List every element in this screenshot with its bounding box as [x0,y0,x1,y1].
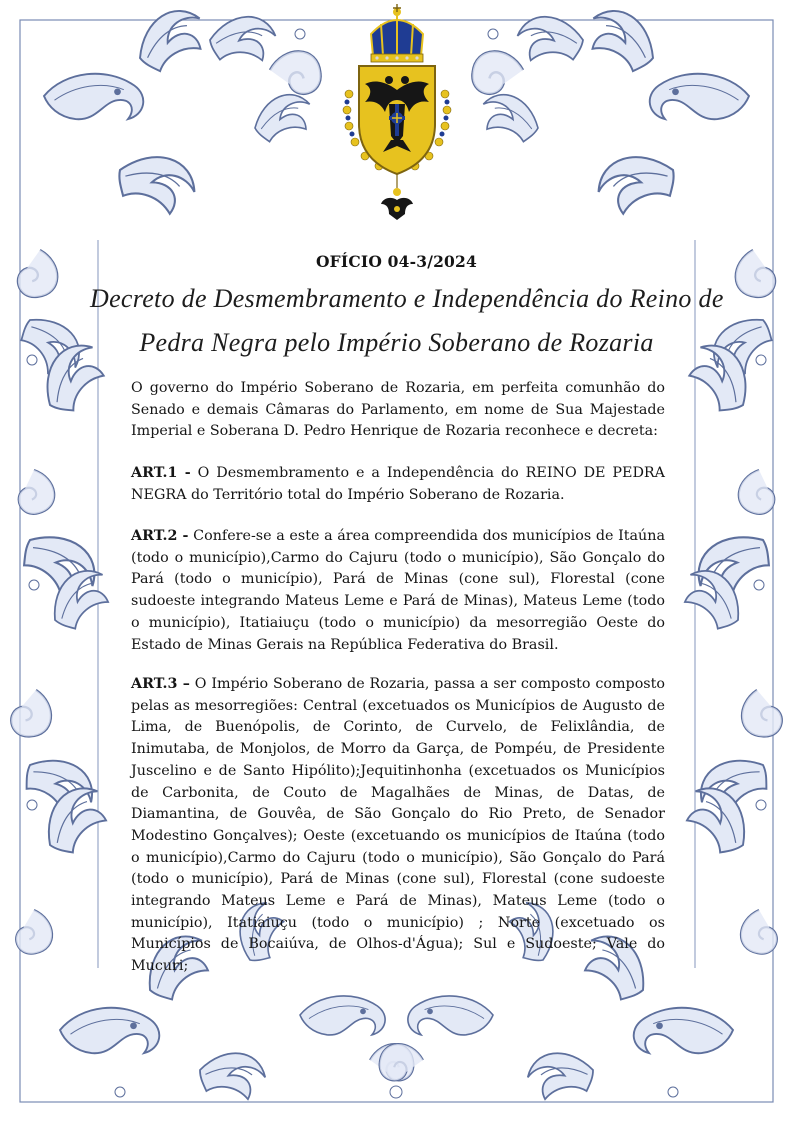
article-1-text: O Desmembramento e a Independência do REINO DE PEDRA NEGRA do Território total do Império Soberano de Rozaria. [131,465,665,503]
eagle-pendant-icon [381,188,413,220]
article-2-label: ART.2 - [131,528,189,544]
article-3-label: ART.3 – [131,676,190,692]
article-2-text: Confere-se a este a área compreendida dos municípios de Itaúna (todo o município),Carmo do Cajuru (todo o município), São Gonçalo do Pará (todo o município), Pará de Minas (cone sul), Florestal (cone sudoeste integrando Mateus Leme e Pará de Minas), Mateus Leme (todo o município), Itatiaiuçu (todo o município) da mesorregião Oeste do Estado de Minas Gerais na República Federativa do Brasil. [131,528,665,653]
decree-title-line-1: Decreto de Desmembramento e Independência do Reino de [90,284,724,313]
article-3-text: O Império Soberano de Rozaria, passa a ser composto composto pelas as mesorregiões: Central (excetuados os Municípios de Augusto de Lima, de Buenópolis, de Corinto, de Curvelo, de Felixlândia, de Inimutaba, de Monjolos, de Morro da Garça, de Pompéu, de Presidente Juscelino e de Santo Hipólito);Jequitinhonha (excetuados os Municípios de Carbonita, de Couto de Magalhães de Minas, de Datas, de Diamantina, de Gouvêa, de São Gonçalo do Rio Preto, de Senador Modestino Gonçalves); Oeste (excetuando os municípios de Itaúna (todo o município),Carmo do Cajuru (todo o município), São Gonçalo do Pará (todo o município), Pará de Minas (cone sul), Florestal (cone sudoeste integrando Mateus Leme e Pará de Minas), Mateus Leme (todo o município), Itatiaiuçu (todo o município) ; Norte (excetuado os Municípios de Bocaiúva, de Olhos-d'Água); Sul e Sudoeste; Vale do Mucuri; [131,676,665,975]
decree-title-line-2: Pedra Negra pelo Império Soberano de Rozaria [139,328,654,357]
article-2 [131,526,665,656]
imperial-coat-of-arms-icon [337,4,457,226]
office-number: OFÍCIO 04-3/2024 [315,252,478,271]
article-1-label: ART.1 - [131,465,191,481]
article-1 [131,463,665,506]
article-3 [131,674,665,978]
intro-paragraph: O governo do Império Soberano de Rozaria, em perfeita comunhão do Senado e demais Câmaras do Parlamento, em nome de Sua Majestade Imperial e Soberana D. Pedro Henrique de Rozaria reconhece e decreta: [131,380,665,440]
